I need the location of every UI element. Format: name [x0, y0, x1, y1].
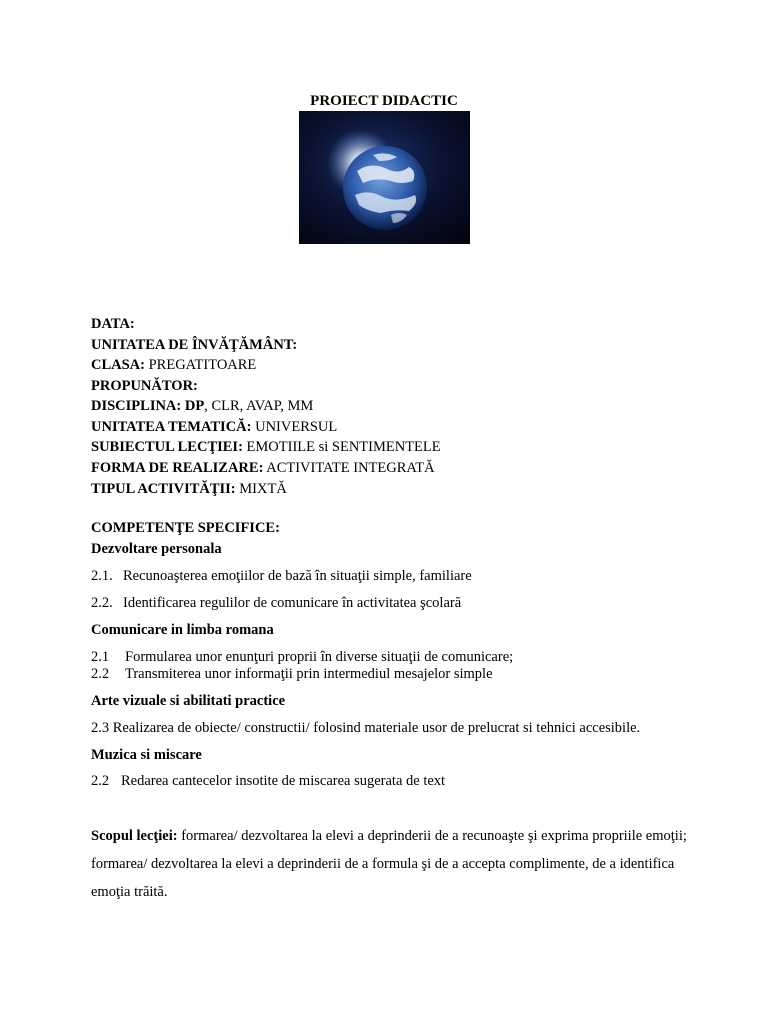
mm-heading: Muzica si miscare	[91, 747, 202, 763]
scop-label: Scopul lecţiei:	[91, 828, 178, 844]
field-value: MIXTĂ	[235, 481, 287, 497]
field-value: PREGATITOARE	[144, 357, 257, 373]
field-unitatea-tematica	[91, 417, 337, 438]
avap-heading: Arte vizuale si abilitati practice	[91, 693, 286, 709]
list-item	[91, 649, 513, 666]
item-text: Transmiterea unor informaţii prin intermediul mesajelor simple	[125, 666, 493, 682]
field-label: DISCIPLINA: DP	[91, 398, 205, 414]
field-subiectul	[91, 437, 441, 458]
field-label: FORMA DE REALIZARE:	[91, 460, 264, 476]
competente-heading: COMPETENŢE SPECIFICE:	[91, 520, 280, 536]
field-label: CLASA:	[91, 357, 145, 373]
item-text: Redarea cantecelor insotite de miscarea sugerata de text	[121, 773, 446, 789]
field-label: UNITATEA TEMATICĂ:	[91, 419, 252, 435]
field-disciplina	[91, 396, 313, 417]
item-number: 2.1	[91, 649, 110, 665]
list-item	[91, 666, 493, 683]
item-number: 2.2	[91, 666, 110, 682]
list-item: 2.3 Realizarea de obiecte/ constructii/ folosind materiale usor de prelucrat si tehnici accesibile.	[91, 720, 641, 736]
list-item	[91, 568, 472, 585]
field-value: ACTIVITATE INTEGRATĂ	[263, 460, 435, 476]
field-unitatea	[91, 335, 297, 356]
field-label: SUBIECTUL LECŢIEI:	[91, 439, 243, 455]
field-value: EMOTIILE si SENTIMENTELE	[242, 439, 441, 455]
list-item	[91, 595, 461, 612]
field-tipul	[91, 479, 287, 500]
field-label: UNITATEA DE ÎNVĂŢĂMÂNT:	[91, 337, 298, 353]
field-forma	[91, 458, 435, 479]
field-label: TIPUL ACTIVITĂŢII:	[91, 481, 236, 497]
item-text: Identificarea regulilor de comunicare în activitatea şcolară	[123, 595, 462, 611]
earth-globe-image	[299, 111, 470, 244]
scop-text: formarea/ dezvoltarea la elevi a deprinderii de a recunoaşte şi exprima propriile emoţii; formarea/ dezvoltarea la elevi a deprinderii de a formula şi de a accepta complimente, de a identifica emoţia trăită.	[91, 828, 687, 900]
field-clasa	[91, 355, 256, 376]
field-label: DATA:	[91, 316, 135, 332]
clr-heading: Comunicare in limba romana	[91, 622, 274, 638]
field-value: , CLR, AVAP, MM	[204, 398, 314, 414]
field-value: UNIVERSUL	[251, 419, 338, 435]
item-text: Recunoaşterea emoţiilor de bază în situaţii simple, familiare	[123, 568, 472, 584]
list-item	[91, 773, 445, 790]
field-label: PROPUNĂTOR:	[91, 378, 198, 394]
document-title: PROIECT DIDACTIC	[310, 93, 458, 109]
field-data	[91, 314, 135, 335]
item-number: 2.1.	[91, 568, 113, 584]
item-number: 2.2	[91, 773, 110, 789]
scopul-lectiei-paragraph	[91, 822, 691, 906]
field-propunator	[91, 376, 198, 397]
item-text: Formularea unor enunţuri proprii în diverse situaţii de comunicare;	[125, 649, 514, 665]
item-number: 2.2.	[91, 595, 113, 611]
dp-heading: Dezvoltare personala	[91, 541, 222, 557]
